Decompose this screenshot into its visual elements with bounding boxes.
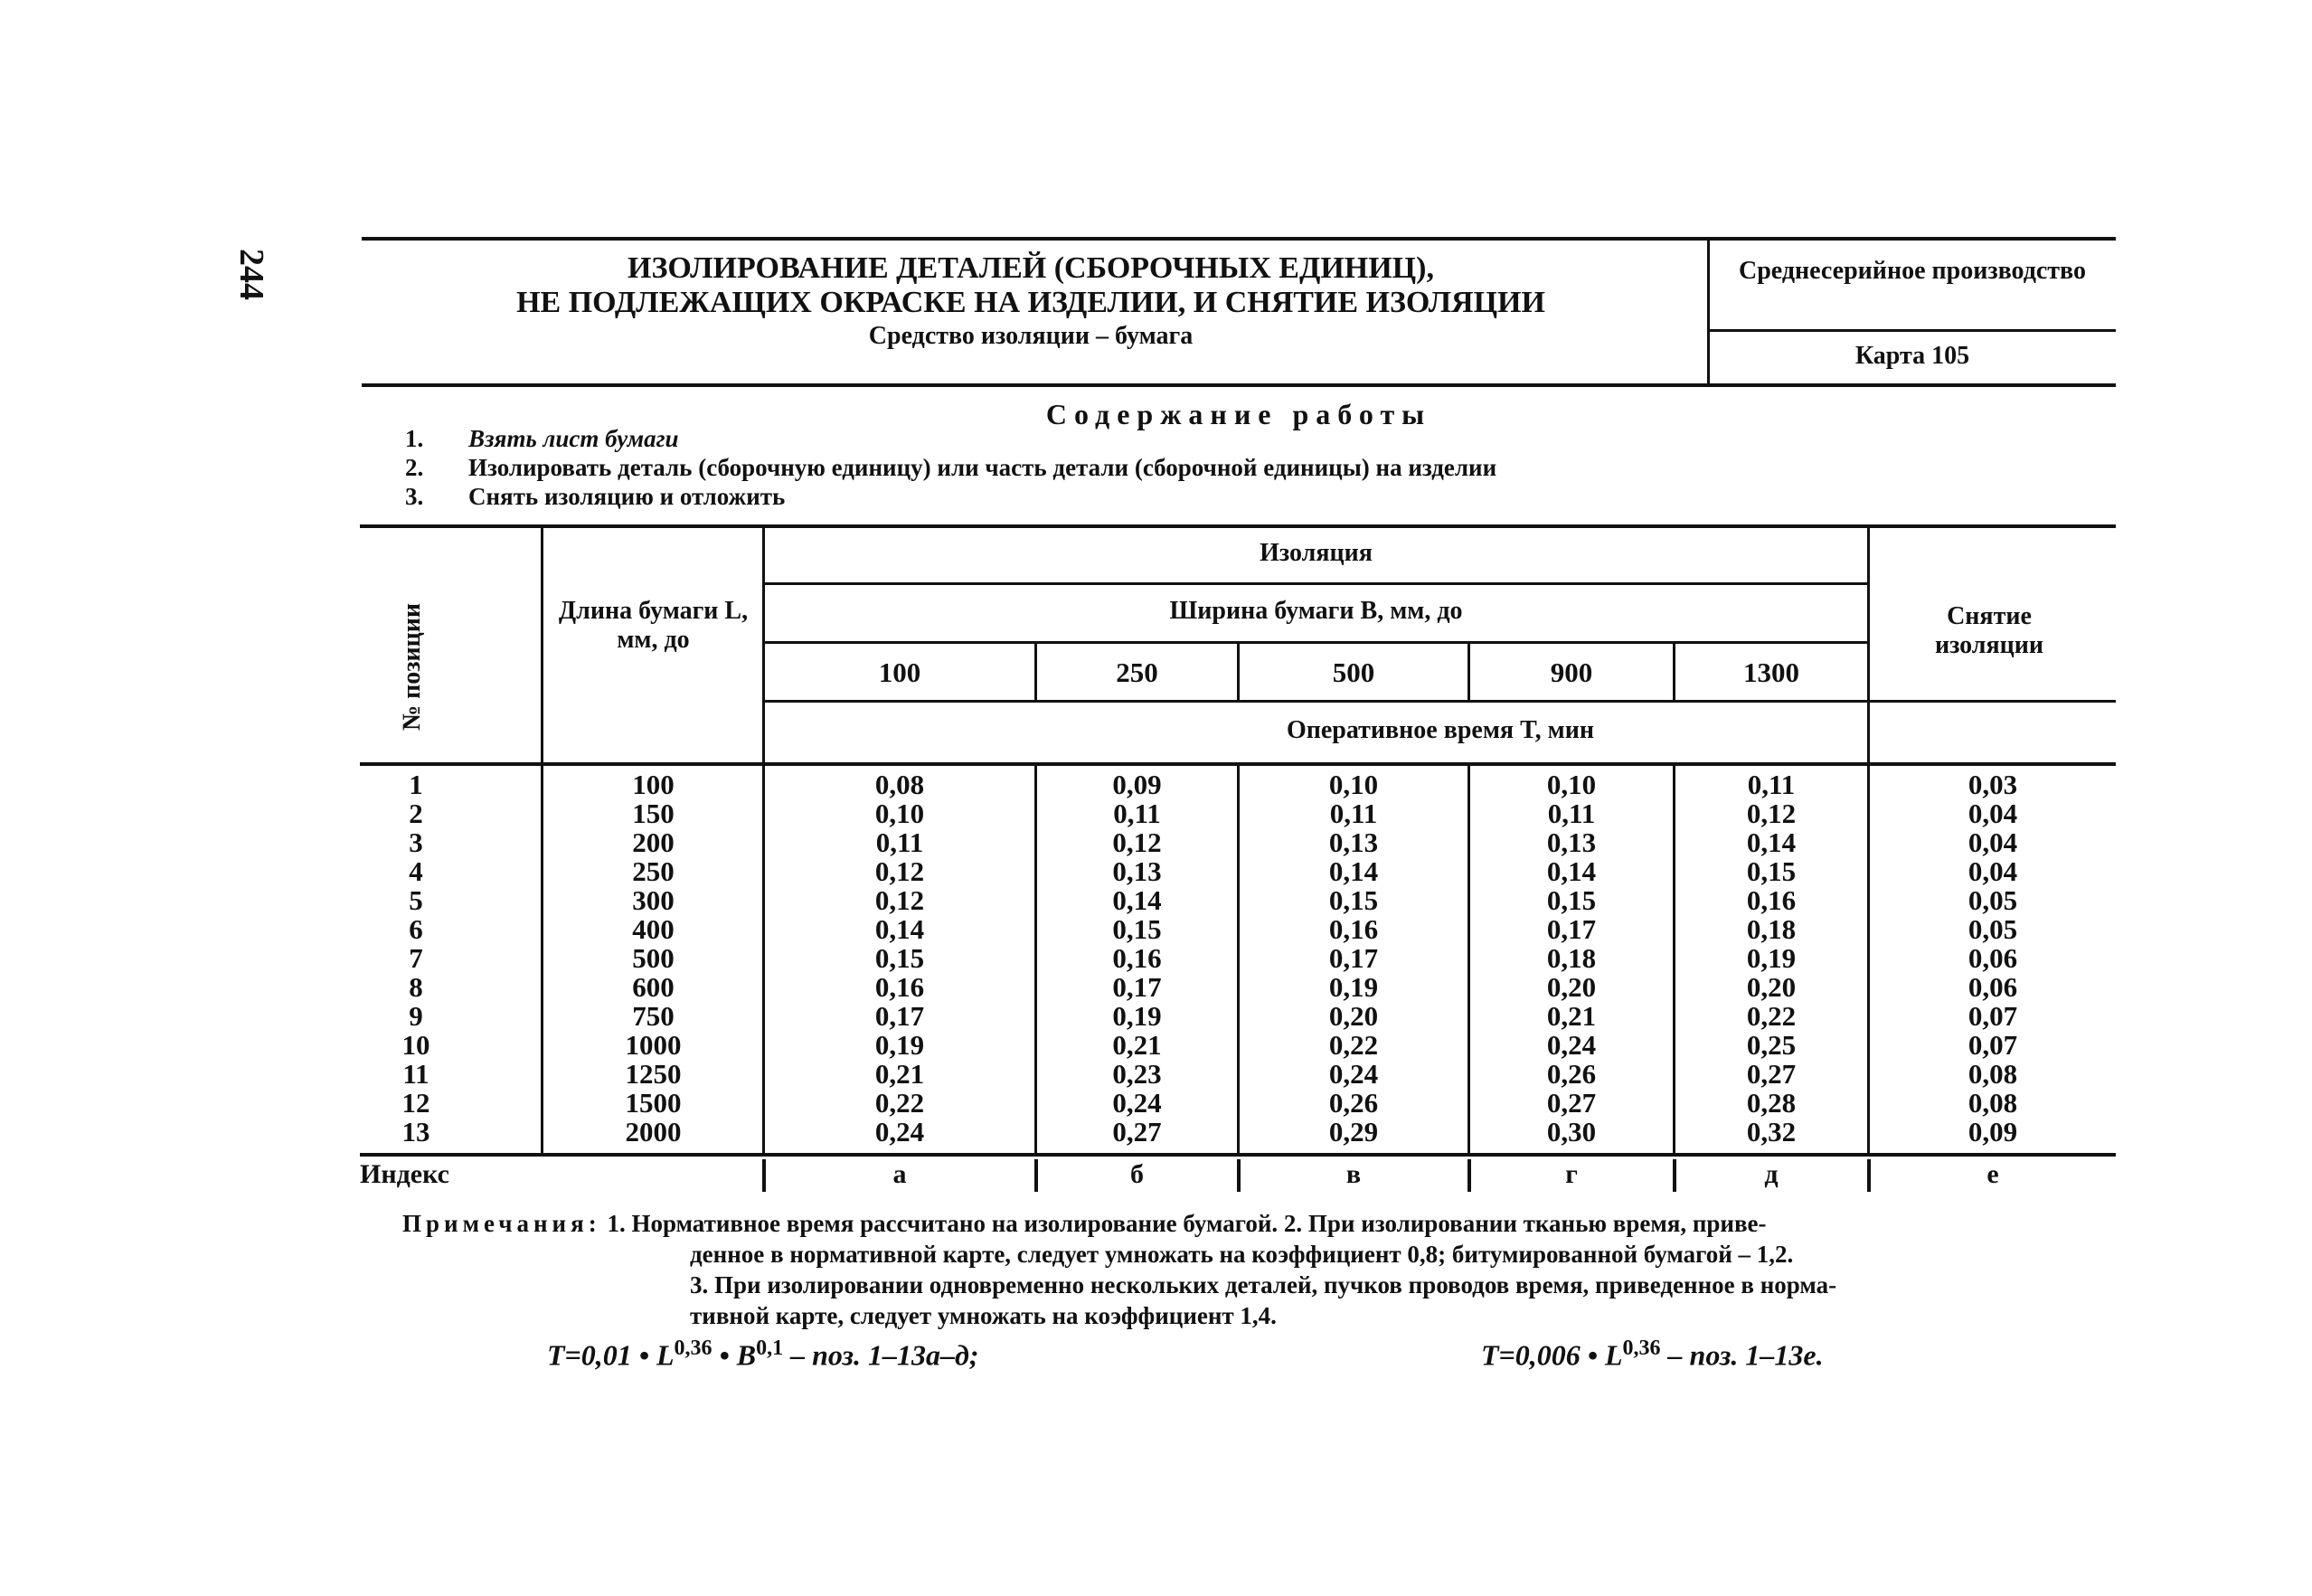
index-cell: е [1986,1159,1999,1189]
table-cell: 0,16 [1328,913,1379,945]
table-cell: 600 [632,971,675,1003]
table-cell: 0,05 [1968,884,2018,916]
table-cell: 4 [409,855,423,887]
table-cell: 0,14 [874,913,925,945]
step-number: 1. [405,425,424,452]
header-top-rule [362,237,2116,241]
formula-1 [547,1336,978,1373]
title-line-1: ИЗОЛИРОВАНИЕ ДЕТАЛЕЙ (СБОРОЧНЫХ ЕДИНИЦ), [628,251,1434,285]
table-cell: 0,27 [1112,1116,1162,1147]
formula-text: T=0,01 • L [547,1338,675,1372]
table-cell: 0,21 [874,1058,925,1090]
isolation-rule [762,582,1867,585]
table-cell: 5 [409,884,423,916]
table-cell: 0,07 [1968,1029,2018,1061]
table-cell: 0,19 [874,1029,925,1061]
table-cell: 200 [632,826,675,858]
formula-text: T=0,006 • L [1481,1338,1623,1372]
table-cell: 0,08 [874,769,925,800]
table-cell: 1 [409,769,423,800]
table-cell: 0,06 [1968,942,2018,974]
table-cell: 1500 [625,1087,682,1119]
table-cell: 0,23 [1112,1058,1162,1090]
work-step [405,454,1496,482]
table-cell: 11 [402,1058,429,1090]
notes-line: денное в нормативной карте, следует умножать на коэффициент 0,8; битумированной бумагой – 1,2. [690,1241,1794,1268]
widths-rule [762,700,2116,703]
index-cell: б [1130,1159,1144,1189]
width-value: 500 [1332,656,1375,688]
table-cell: 0,14 [1746,826,1797,858]
time-header: Оперативное время T, мин [1286,716,1595,744]
table-cell: 0,03 [1968,769,2018,800]
formula-text: – поз. 1–13е. [1660,1338,1824,1372]
step-text: Взять лист бумаги [468,425,679,452]
table-cell: 0,08 [1968,1087,2018,1119]
table-cell: 0,24 [1112,1087,1162,1119]
index-cell: г [1565,1159,1578,1189]
width-rule [762,641,1867,644]
table-cell: 0,15 [1746,855,1797,887]
formula-exponent: 0,1 [756,1336,784,1360]
table-cell: 0,04 [1968,826,2018,858]
width-header: Ширина бумаги B, мм, до [1169,597,1463,625]
table-cell: 13 [401,1116,430,1147]
formula-2 [1481,1336,1824,1373]
step-text: Снять изоляцию и отложить [468,483,786,510]
table-cell: 0,11 [1547,798,1596,829]
table-cell: 0,21 [1112,1029,1162,1061]
width-value: 100 [878,656,921,688]
table-cell: 0,19 [1112,1000,1162,1032]
table-cell: 0,17 [874,1000,925,1032]
formula-exponent: 0,36 [1622,1336,1661,1360]
table-cell: 8 [409,971,423,1003]
notes-line: 1. Нормативное время рассчитано на изолирование бумагой. 2. При изолировании тканью время, приве- [607,1210,1767,1237]
index-cell: д [1764,1159,1779,1189]
table-cell: 0,14 [1112,884,1162,916]
title-line-2: НЕ ПОДЛЕЖАЩИХ ОКРАСКЕ НА ИЗДЕЛИИ, И СНЯТИЕ ИЗОЛЯЦИИ [516,286,1545,319]
table-cell: 0,15 [874,942,925,974]
table-cell: 0,17 [1546,913,1597,945]
table-cell: 0,11 [1747,769,1796,800]
table-cell: 0,13 [1546,826,1597,858]
table-cell: 6 [409,913,423,945]
table-cell: 9 [409,1000,423,1032]
table-cell: 12 [401,1087,430,1119]
table-cell: 0,11 [875,826,924,858]
position-header: № позиции [398,602,426,731]
table-cell: 0,17 [1112,971,1162,1003]
table-cell: 0,16 [1112,942,1162,974]
table-cell: 0,09 [1968,1116,2018,1147]
table-cell: 0,30 [1546,1116,1597,1147]
formula-exponent: 0,36 [674,1336,712,1360]
table-cell: 0,11 [1329,798,1378,829]
table-cell: 0,09 [1112,769,1162,800]
table-cell: 0,16 [874,971,925,1003]
lengths-column [547,770,760,1147]
table-cell: 0,06 [1968,971,2018,1003]
header-divider [1707,237,1710,385]
table-cell: 0,22 [1328,1029,1379,1061]
positions-column [380,770,452,1147]
header-bottom-rule [362,383,2116,387]
table-cell: 0,24 [1328,1058,1379,1090]
table-cell: 0,10 [1546,769,1597,800]
table-cell: 150 [632,798,675,829]
step-number: 2. [405,454,424,481]
table-cell: 0,14 [1546,855,1597,887]
table-cell: 1250 [625,1058,682,1090]
table-cell: 0,04 [1968,855,2018,887]
table-cell: 0,15 [1328,884,1379,916]
table-cell: 3 [409,826,423,858]
table-cell: 0,27 [1546,1087,1597,1119]
index-label: Индекс [360,1159,449,1189]
formula-text: – поз. 1–13а–д; [783,1338,979,1372]
index-cell: в [1345,1159,1362,1189]
table-cell: 0,12 [1746,798,1797,829]
values-column [1870,770,2116,1147]
table-cell: 0,32 [1746,1116,1797,1147]
work-content-heading: Содержание работы [1045,398,1432,430]
table-cell: 0,24 [874,1116,925,1147]
table-cell: 0,19 [1328,971,1379,1003]
table-cell: 0,19 [1746,942,1797,974]
table-cell: 0,25 [1746,1029,1797,1061]
table-cell: 0,13 [1328,826,1379,858]
values-column [1037,770,1237,1147]
table-cell: 0,26 [1328,1087,1379,1119]
work-step [405,425,679,453]
subtitle: Средство изоляции – бумага [868,322,1194,350]
table-cell: 500 [632,942,675,974]
values-column [1470,770,1673,1147]
table-top-rule [360,524,2116,528]
table-cell: 0,28 [1746,1087,1797,1119]
table-cell: 0,29 [1328,1116,1379,1147]
table-cell: 0,22 [874,1087,925,1119]
table-cell: 0,26 [1546,1058,1597,1090]
table-cell: 400 [632,913,675,945]
table-cell: 7 [409,942,423,974]
formula-text: • B [712,1338,757,1372]
notes-line: тивной карте, следует умножать на коэффициент 1,4. [690,1302,1277,1329]
notes-label: Примечания: [402,1210,601,1237]
table-cell: 1000 [625,1029,682,1061]
table-cell: 0,13 [1112,855,1162,887]
table-cell: 0,10 [874,798,925,829]
width-value: 1300 [1743,656,1799,688]
table-cell: 0,20 [1546,971,1597,1003]
table-cell: 0,05 [1968,913,2018,945]
length-header: Длина бумаги L, мм, до [558,597,749,654]
work-step [405,483,785,511]
table-cell: 0,18 [1546,942,1597,974]
page-number: 244 [232,249,270,300]
table-cell: 2000 [625,1116,682,1147]
table-cell: 0,14 [1328,855,1379,887]
table-cell: 0,04 [1968,798,2018,829]
table-cell: 0,16 [1746,884,1797,916]
step-text: Изолировать деталь (сборочную единицу) или часть детали (сборочной единицы) на изделии [468,454,1497,481]
table-cell: 750 [632,1000,675,1032]
table-cell: 0,12 [1112,826,1162,858]
step-number: 3. [405,483,424,510]
table-cell: 0,15 [1546,884,1597,916]
isolation-header: Изоляция [1260,539,1373,567]
table-cell: 0,10 [1328,769,1379,800]
width-value: 900 [1550,656,1593,688]
header-card-rule [1707,329,2116,332]
table-cell: 0,08 [1968,1058,2018,1090]
index-cell: а [892,1159,907,1189]
table-cell: 100 [632,769,675,800]
values-column [1240,770,1467,1147]
table-cell: 0,12 [874,884,925,916]
table-cell: 10 [401,1029,430,1061]
width-value: 250 [1116,656,1158,688]
table-cell: 0,17 [1328,942,1379,974]
production-type: Среднесерийное производство [1738,257,2086,285]
removal-header: Снятие изоляции [1934,602,2044,659]
table-cell: 0,07 [1968,1000,2018,1032]
notes [402,1208,2111,1331]
table-cell: 2 [409,798,423,829]
table-cell: 0,11 [1113,798,1161,829]
table-cell: 0,24 [1546,1029,1597,1061]
table-cell: 0,15 [1112,913,1162,945]
card-number: Карта 105 [1854,342,1970,370]
table-cell: 0,21 [1546,1000,1597,1032]
table-cell: 0,20 [1746,971,1797,1003]
values-column [1675,770,1867,1147]
table-cell: 0,12 [874,855,925,887]
table-cell: 0,20 [1328,1000,1379,1032]
values-column [765,770,1034,1147]
table-cell: 0,27 [1746,1058,1797,1090]
notes-line: 3. При изолировании одновременно нескольких деталей, пучков проводов время, приведенное в норма- [690,1271,1837,1299]
table-cell: 0,18 [1746,913,1797,945]
table-cell: 250 [632,855,675,887]
table-cell: 0,22 [1746,1000,1797,1032]
col-rule [541,524,543,1155]
table-cell: 300 [632,884,675,916]
